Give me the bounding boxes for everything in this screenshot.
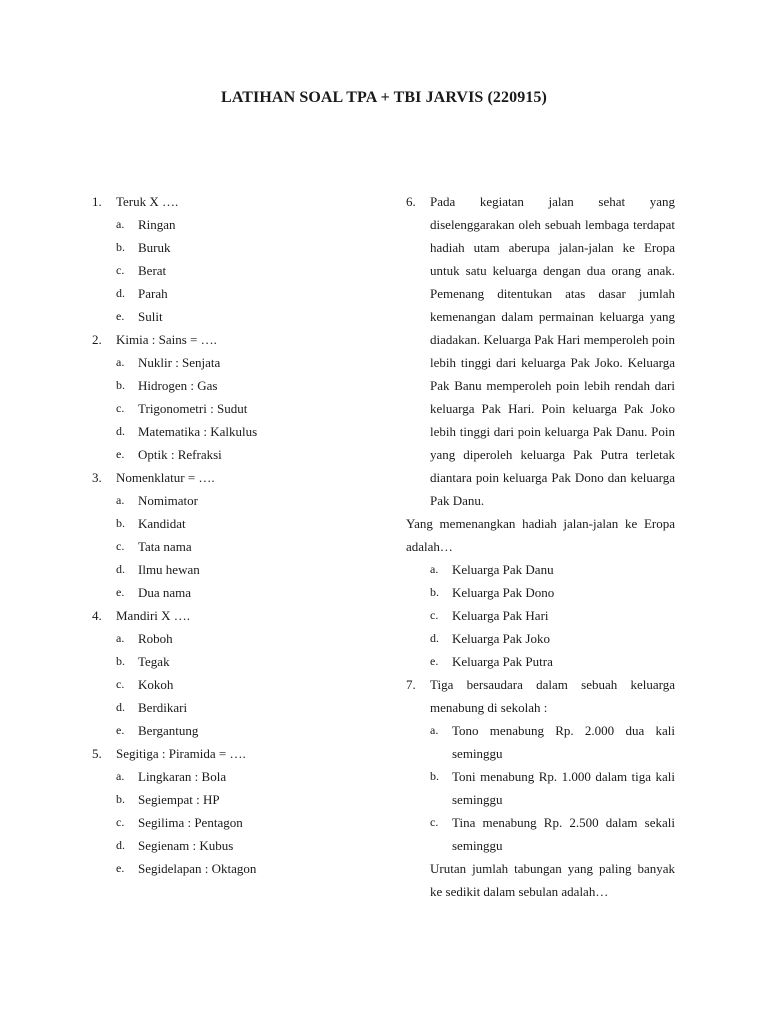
- option-text: Keluarga Pak Joko: [452, 631, 550, 646]
- option-text: Toni menabung Rp. 1.000 dalam tiga kali seminggu: [452, 769, 675, 807]
- option-text: Keluarga Pak Hari: [452, 608, 549, 623]
- question-text: Kimia : Sains = ….: [116, 332, 217, 347]
- option-letter: b.: [116, 516, 125, 530]
- page-title: LATIHAN SOAL TPA + TBI JARVIS (220915): [221, 89, 547, 106]
- option-letter: c.: [430, 815, 439, 829]
- option-letter: b.: [116, 792, 125, 806]
- question-2: [92, 328, 382, 351]
- option-text: Segilima : Pentagon: [138, 815, 243, 830]
- option-letter: e.: [116, 723, 125, 737]
- option-letter: a.: [116, 355, 125, 369]
- option-item: [92, 581, 382, 604]
- option-letter: a.: [430, 723, 439, 737]
- question-4: [92, 604, 382, 627]
- option-text: Lingkaran : Bola: [138, 769, 227, 784]
- option-letter: d.: [116, 286, 125, 300]
- option-item: [92, 305, 382, 328]
- question-1: [92, 190, 382, 213]
- option-letter: c.: [430, 608, 439, 622]
- option-letter: c.: [116, 677, 125, 691]
- option-letter: d.: [116, 700, 125, 714]
- option-text: Tina menabung Rp. 2.500 dalam sekali seminggu: [452, 815, 675, 853]
- option-item: [92, 443, 382, 466]
- option-text: Dua nama: [138, 585, 192, 600]
- option-text: Keluarga Pak Putra: [452, 654, 553, 669]
- option-letter: a.: [116, 217, 125, 231]
- option-item: [92, 627, 382, 650]
- option-text: Optik : Refraksi: [138, 447, 222, 462]
- option-letter: e.: [430, 654, 439, 668]
- option-letter: b.: [116, 654, 125, 668]
- option-letter: b.: [116, 240, 125, 254]
- question-number: 5.: [92, 746, 102, 761]
- option-letter: e.: [116, 447, 125, 461]
- option-letter: e.: [116, 309, 125, 323]
- option-text: Segidelapan : Oktagon: [138, 861, 257, 876]
- question-text: Teruk X ….: [116, 194, 179, 209]
- question-number: 2.: [92, 332, 102, 347]
- option-letter: b.: [430, 769, 439, 783]
- option-item: [92, 857, 382, 880]
- option-letter: e.: [116, 585, 125, 599]
- option-item: [406, 604, 675, 627]
- option-item: [92, 834, 382, 857]
- option-text: Tono menabung Rp. 2.000 dua kali seminggu: [452, 723, 675, 761]
- option-item: [92, 213, 382, 236]
- option-text: Hidrogen : Gas: [138, 378, 218, 393]
- option-text: Tegak: [138, 654, 170, 669]
- question-number: 4.: [92, 608, 102, 623]
- option-item: [92, 650, 382, 673]
- option-letter: c.: [116, 539, 125, 553]
- option-item: [92, 374, 382, 397]
- option-text: Berdikari: [138, 700, 188, 715]
- option-letter: b.: [116, 378, 125, 392]
- question-prompt: Yang memenangkan hadiah jalan-jalan ke Eropa adalah…: [406, 516, 675, 554]
- question-7: [406, 673, 675, 719]
- option-text: Roboh: [138, 631, 173, 646]
- option-item: [406, 650, 675, 673]
- option-item: [406, 719, 675, 765]
- option-item: [406, 558, 675, 581]
- option-item: [92, 420, 382, 443]
- option-text: Keluarga Pak Danu: [452, 562, 554, 577]
- option-text: Kokoh: [138, 677, 174, 692]
- option-text: Nuklir : Senjata: [138, 355, 221, 370]
- question-number: 1.: [92, 194, 102, 209]
- option-item: [92, 236, 382, 259]
- option-text: Berat: [138, 263, 167, 278]
- question-text: Nomenklatur = ….: [116, 470, 215, 485]
- option-letter: a.: [116, 631, 125, 645]
- option-text: Sulit: [138, 309, 163, 324]
- question-6: [406, 190, 675, 512]
- option-item: [406, 581, 675, 604]
- option-item: [92, 673, 382, 696]
- question-number: 7.: [406, 677, 416, 692]
- option-text: Nomimator: [138, 493, 198, 508]
- option-text: Trigonometri : Sudut: [138, 401, 248, 416]
- option-item: [92, 512, 382, 535]
- option-text: Keluarga Pak Dono: [452, 585, 555, 600]
- option-item: [92, 696, 382, 719]
- option-item: [92, 489, 382, 512]
- option-letter: b.: [430, 585, 439, 599]
- option-text: Segienam : Kubus: [138, 838, 234, 853]
- question-text: Pada kegiatan jalan sehat yang diselenggarakan oleh sebuah lembaga terdapat hadiah utam aberupa jalan-jalan ke Eropa untuk satu keluarga dengan dua orang anak. Pemenang ditentukan atas dasar jumlah kemenangan dalam permainan keluarga yang diadakan. Keluarga Pak Hari memperoleh poin lebih tinggi dari keluarga Pak Joko. Keluarga Pak Banu memperoleh poin lebih rendah dari keluarga Pak Hari. Poin keluarga Pak Joko lebih tinggi dari poin keluarga Pak Danu. Poin yang diperoleh keluarga Pak Putra terletak diantara poin keluarga Pak Dono dan keluarga Pak Danu.: [430, 194, 675, 508]
- option-letter: e.: [116, 861, 125, 875]
- question-text: Mandiri X ….: [116, 608, 191, 623]
- question-number: 3.: [92, 470, 102, 485]
- option-item: [92, 282, 382, 305]
- option-letter: c.: [116, 815, 125, 829]
- right-column: [406, 190, 675, 903]
- option-letter: c.: [116, 263, 125, 277]
- option-item: [406, 765, 675, 811]
- option-item: [92, 765, 382, 788]
- option-text: Ilmu hewan: [138, 562, 200, 577]
- option-text: Bergantung: [138, 723, 199, 738]
- question-prompt: Urutan jumlah tabungan yang paling banyak ke sedikit dalam sebulan adalah…: [430, 861, 675, 899]
- option-item: [92, 397, 382, 420]
- question-number: 6.: [406, 194, 416, 209]
- question-text: Segitiga : Piramida = ….: [116, 746, 246, 761]
- option-letter: c.: [116, 401, 125, 415]
- question-3: [92, 466, 382, 489]
- option-item: [92, 259, 382, 282]
- question-text: Tiga bersaudara dalam sebuah keluarga menabung di sekolah :: [430, 677, 675, 715]
- option-text: Tata nama: [138, 539, 192, 554]
- option-item: [92, 558, 382, 581]
- option-letter: a.: [430, 562, 439, 576]
- option-item: [92, 811, 382, 834]
- option-item: [92, 535, 382, 558]
- option-letter: a.: [116, 769, 125, 783]
- option-text: Parah: [138, 286, 168, 301]
- option-text: Matematika : Kalkulus: [138, 424, 258, 439]
- option-text: Buruk: [138, 240, 171, 255]
- option-item: [92, 351, 382, 374]
- option-letter: d.: [116, 424, 125, 438]
- option-letter: d.: [116, 838, 125, 852]
- option-item: [92, 719, 382, 742]
- option-item: [406, 627, 675, 650]
- question-5: [92, 742, 382, 765]
- option-text: Kandidat: [138, 516, 186, 531]
- option-item: [406, 811, 675, 857]
- left-column: [92, 190, 382, 880]
- option-text: Segiempat : HP: [138, 792, 220, 807]
- option-text: Ringan: [138, 217, 176, 232]
- option-letter: d.: [116, 562, 125, 576]
- option-letter: a.: [116, 493, 125, 507]
- option-letter: d.: [430, 631, 439, 645]
- option-item: [92, 788, 382, 811]
